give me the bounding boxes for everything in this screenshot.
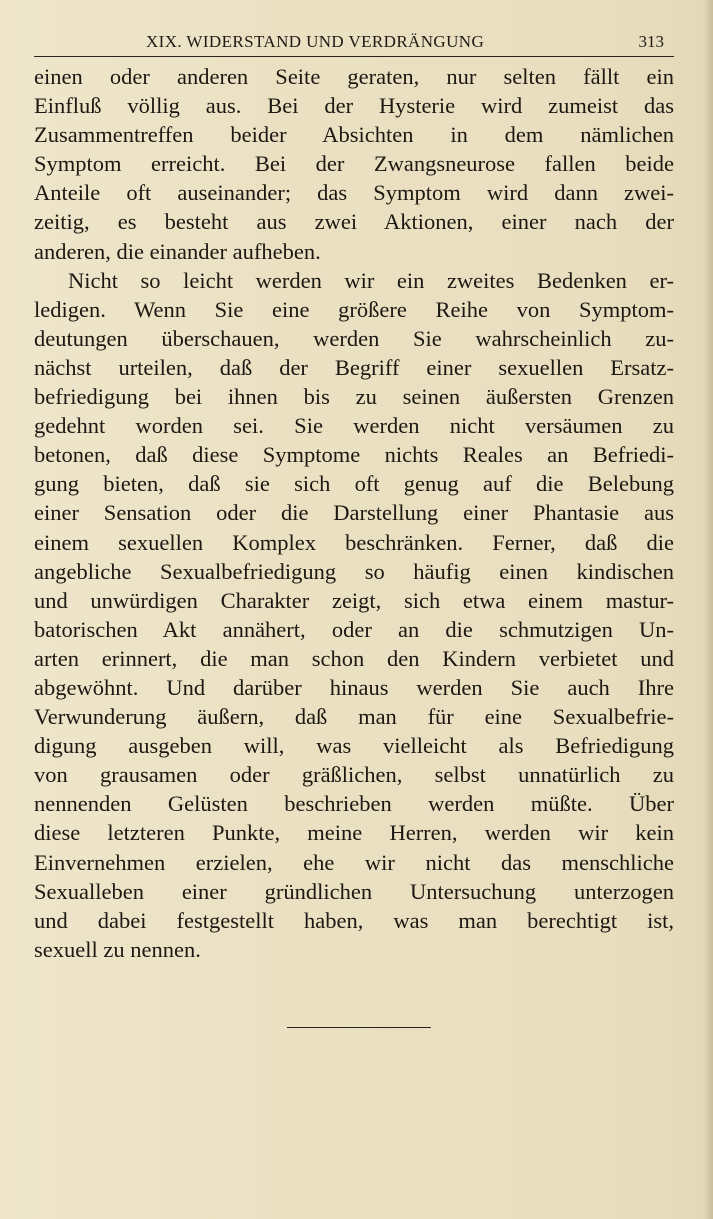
running-header — [34, 30, 674, 57]
text-line: Zusammentreffen beider Absichten in dem nämlichen — [34, 122, 674, 148]
text-line: einem sexuellen Komplex beschränken. Ferner, daß die — [34, 529, 674, 555]
paragraph-1 — [34, 62, 674, 266]
text-line: einer Sensation oder die Darstellung einer Phantasie aus — [34, 500, 674, 526]
text-line: Sexualleben einer gründlichen Untersuchung unterzogen — [34, 878, 674, 904]
text-line: anderen, die einander aufheben. — [34, 238, 321, 264]
text-line: und dabei festgestellt haben, was man berechtigt ist, — [34, 907, 674, 933]
text-line: zeitig, es besteht aus zwei Aktionen, einer nach der — [34, 209, 674, 235]
text-line: Nicht so leicht werden wir ein zweites Bedenken er- — [68, 267, 674, 293]
text-line: Anteile oft auseinander; das Symptom wird dann zwei- — [34, 180, 674, 206]
text-line: Verwunderung äußern, daß man für eine Sexualbefrie- — [34, 704, 674, 730]
text-line: sexuell zu nennen. — [34, 936, 201, 962]
text-line: diese letzteren Punkte, meine Herren, werden wir kein — [34, 820, 674, 846]
text-line: und unwürdigen Charakter zeigt, sich etwa einem mastur- — [34, 587, 674, 613]
text-line: gung bieten, daß sie sich oft genug auf die Belebung — [34, 471, 674, 497]
spine-shadow — [703, 0, 713, 1219]
text-line: deutungen überschauen, werden Sie wahrscheinlich zu- — [34, 325, 674, 351]
text-line: gedehnt worden sei. Sie werden nicht versäumen zu — [34, 413, 674, 439]
body-text — [34, 62, 674, 964]
text-line: nächst urteilen, daß der Begriff einer sexuellen Ersatz- — [34, 354, 674, 380]
text-line: digung ausgeben will, was vielleicht als Befriedigung — [34, 733, 674, 759]
page-number: 313 — [638, 32, 664, 51]
text-line: angebliche Sexualbefriedigung so häufig einen kindischen — [34, 558, 674, 584]
text-line: arten erinnert, die man schon den Kindern verbietet und — [34, 645, 674, 671]
text-line: Einfluß völlig aus. Bei der Hysterie wird zumeist das — [34, 93, 674, 119]
chapter-title: XIX. WIDERSTAND UND VERDRÄNGUNG — [146, 32, 485, 51]
text-line: betonen, daß diese Symptome nichts Reales an Befriedi- — [34, 442, 674, 468]
text-line: einen oder anderen Seite geraten, nur selten fällt ein — [34, 64, 674, 89]
section-end-rule — [287, 1027, 431, 1028]
text-line: batorischen Akt annähert, oder an die schmutzigen Un- — [34, 616, 674, 642]
text-line: Symptom erreicht. Bei der Zwangsneurose fallen beide — [34, 151, 674, 177]
text-line: von grausamen oder gräßlichen, selbst unnatürlich zu — [34, 762, 674, 788]
text-line: Einvernehmen erzielen, ehe wir nicht das menschliche — [34, 849, 674, 875]
text-line: befriedigung bei ihnen bis zu seinen äußersten Grenzen — [34, 384, 674, 410]
text-line: abgewöhnt. Und darüber hinaus werden Sie auch Ihre — [34, 674, 674, 700]
paragraph-2 — [34, 266, 674, 964]
text-line: ledigen. Wenn Sie eine größere Reihe von Symptom- — [34, 296, 674, 322]
text-line: nennenden Gelüsten beschrieben werden müßte. Über — [34, 791, 674, 817]
